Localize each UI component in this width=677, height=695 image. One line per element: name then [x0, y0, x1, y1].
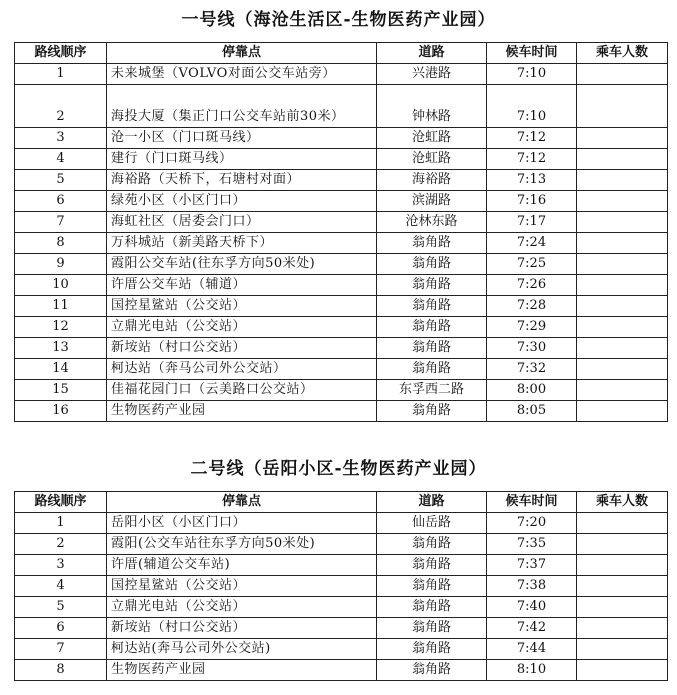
stop-cell: 立鼎光电站（公交站） [107, 317, 377, 338]
stop-cell: 岳阳小区（小区门口） [107, 513, 377, 534]
route-order-cell: 4 [15, 576, 107, 597]
road-cell: 钟林路 [377, 85, 487, 128]
passenger-count-cell [577, 597, 668, 618]
road-cell: 翁角路 [377, 359, 487, 380]
wait-time-cell: 7:28 [487, 296, 577, 317]
route-order-cell: 16 [15, 401, 107, 422]
header-stop: 停靠点 [107, 492, 377, 513]
passenger-count-cell [577, 576, 668, 597]
road-cell: 翁角路 [377, 660, 487, 681]
route-order-cell: 6 [15, 618, 107, 639]
road-cell: 翁角路 [377, 576, 487, 597]
passenger-count-cell [577, 254, 668, 275]
stop-cell: 霞阳公交车站(往东孚方向50米处) [107, 254, 377, 275]
stop-cell: 新垵站（村口公交站） [107, 618, 377, 639]
table-row [15, 233, 668, 254]
road-cell: 翁角路 [377, 275, 487, 296]
passenger-count-cell [577, 170, 668, 191]
wait-time-cell: 7:35 [487, 534, 577, 555]
route-order-cell: 2 [15, 85, 107, 128]
stop-cell: 海裕路（天桥下，石塘村对面） [107, 170, 377, 191]
wait-time-cell: 7:44 [487, 639, 577, 660]
header-road: 道路 [377, 492, 487, 513]
wait-time-cell: 7:26 [487, 275, 577, 296]
road-cell: 海裕路 [377, 170, 487, 191]
road-cell: 翁角路 [377, 639, 487, 660]
wait-time-cell: 8:05 [487, 401, 577, 422]
passenger-count-cell [577, 128, 668, 149]
wait-time-cell: 8:10 [487, 660, 577, 681]
route-order-cell: 1 [15, 64, 107, 85]
stop-cell: 新垵站（村口公交站） [107, 338, 377, 359]
table-row [15, 191, 668, 212]
road-cell: 沧林东路 [377, 212, 487, 233]
passenger-count-cell [577, 233, 668, 254]
stop-cell: 海虹社区（居委会门口） [107, 212, 377, 233]
passenger-count-cell [577, 275, 668, 296]
route-order-cell: 15 [15, 380, 107, 401]
table-row [15, 555, 668, 576]
wait-time-cell: 7:24 [487, 233, 577, 254]
road-cell: 兴港路 [377, 64, 487, 85]
wait-time-cell: 7:40 [487, 597, 577, 618]
route-order-cell: 2 [15, 534, 107, 555]
header-stop: 停靠点 [107, 43, 377, 64]
passenger-count-cell [577, 618, 668, 639]
route2-title: 二号线（岳阳小区-生物医药产业园） [190, 459, 487, 479]
table-row [15, 576, 668, 597]
route1-schedule-table [14, 42, 668, 422]
route-order-cell: 5 [15, 170, 107, 191]
table-row [15, 64, 668, 85]
stop-cell: 柯达站(奔马公司外公交站) [107, 639, 377, 660]
wait-time-cell: 7:30 [487, 338, 577, 359]
header-wait-time: 候车时间 [487, 492, 577, 513]
wait-time-cell: 7:25 [487, 254, 577, 275]
passenger-count-cell [577, 317, 668, 338]
wait-time-cell: 7:12 [487, 128, 577, 149]
table-row [15, 275, 668, 296]
road-cell: 翁角路 [377, 597, 487, 618]
route-order-cell: 10 [15, 275, 107, 296]
wait-time-cell: 8:00 [487, 380, 577, 401]
stop-cell: 许厝公交车站（辅道） [107, 275, 377, 296]
table-row [15, 380, 668, 401]
stop-cell: 霞阳(公交车站往东孚方向50米处) [107, 534, 377, 555]
table-row [15, 128, 668, 149]
route-order-cell: 6 [15, 191, 107, 212]
stop-cell: 佳福花园门口（云美路口公交站） [107, 380, 377, 401]
road-cell: 翁角路 [377, 233, 487, 254]
passenger-count-cell [577, 555, 668, 576]
stop-cell: 立鼎光电站（公交站） [107, 597, 377, 618]
passenger-count-cell [577, 85, 668, 128]
passenger-count-cell [577, 359, 668, 380]
wait-time-cell: 7:32 [487, 359, 577, 380]
table-row [15, 597, 668, 618]
road-cell: 滨湖路 [377, 191, 487, 212]
stop-cell: 国控星鲨站（公交站） [107, 576, 377, 597]
stop-cell: 万科城站（新美路天桥下） [107, 233, 377, 254]
header-route-order: 路线顺序 [15, 492, 107, 513]
road-cell: 翁角路 [377, 618, 487, 639]
wait-time-cell: 7:20 [487, 513, 577, 534]
stop-cell: 柯达站（奔马公司外公交站） [107, 359, 377, 380]
header-road: 道路 [377, 43, 487, 64]
passenger-count-cell [577, 296, 668, 317]
road-cell: 仙岳路 [377, 513, 487, 534]
wait-time-cell: 7:12 [487, 149, 577, 170]
road-cell: 翁角路 [377, 317, 487, 338]
table-row [15, 170, 668, 191]
stop-cell: 许厝(辅道公交车站) [107, 555, 377, 576]
road-cell: 翁角路 [377, 338, 487, 359]
header-passenger-count: 乘车人数 [577, 492, 668, 513]
route-order-cell: 8 [15, 233, 107, 254]
road-cell: 翁角路 [377, 296, 487, 317]
wait-time-cell: 7:10 [487, 64, 577, 85]
stop-cell: 绿苑小区（小区门口） [107, 191, 377, 212]
passenger-count-cell [577, 338, 668, 359]
table-row [15, 254, 668, 275]
route-order-cell: 7 [15, 639, 107, 660]
route-order-cell: 3 [15, 128, 107, 149]
passenger-count-cell [577, 212, 668, 233]
route-order-cell: 14 [15, 359, 107, 380]
stop-cell: 海投大厦（集正门口公交车站前30米） [107, 85, 377, 128]
wait-time-cell: 7:37 [487, 555, 577, 576]
road-cell: 东孚西二路 [377, 380, 487, 401]
passenger-count-cell [577, 534, 668, 555]
route-order-cell: 12 [15, 317, 107, 338]
header-wait-time: 候车时间 [487, 43, 577, 64]
table-row [15, 85, 668, 128]
passenger-count-cell [577, 660, 668, 681]
table-row [15, 296, 668, 317]
road-cell: 沧虹路 [377, 149, 487, 170]
route-order-cell: 3 [15, 555, 107, 576]
road-cell: 翁角路 [377, 254, 487, 275]
passenger-count-cell [577, 513, 668, 534]
passenger-count-cell [577, 380, 668, 401]
passenger-count-cell [577, 64, 668, 85]
route-order-cell: 4 [15, 149, 107, 170]
stop-cell: 国控星鲨站（公交站） [107, 296, 377, 317]
wait-time-cell: 7:13 [487, 170, 577, 191]
passenger-count-cell [577, 191, 668, 212]
table-row [15, 639, 668, 660]
passenger-count-cell [577, 149, 668, 170]
route-order-cell: 1 [15, 513, 107, 534]
passenger-count-cell [577, 401, 668, 422]
table-row [15, 212, 668, 233]
route1-title: 一号线（海沧生活区-生物医药产业园） [181, 10, 496, 30]
wait-time-cell: 7:29 [487, 317, 577, 338]
road-cell: 翁角路 [377, 401, 487, 422]
road-cell: 翁角路 [377, 534, 487, 555]
wait-time-cell: 7:38 [487, 576, 577, 597]
table-row [15, 338, 668, 359]
table-header-row [15, 43, 668, 64]
header-passenger-count: 乘车人数 [577, 43, 668, 64]
stop-cell: 沧一小区（门口斑马线） [107, 128, 377, 149]
route-order-cell: 5 [15, 597, 107, 618]
table-row [15, 660, 668, 681]
table-row [15, 317, 668, 338]
passenger-count-cell [577, 639, 668, 660]
route-order-cell: 13 [15, 338, 107, 359]
header-route-order: 路线顺序 [15, 43, 107, 64]
route-order-cell: 9 [15, 254, 107, 275]
wait-time-cell: 7:16 [487, 191, 577, 212]
table-row [15, 359, 668, 380]
wait-time-cell: 7:17 [487, 212, 577, 233]
table-row [15, 513, 668, 534]
route2-schedule-table [14, 491, 668, 681]
table-row [15, 618, 668, 639]
route-order-cell: 7 [15, 212, 107, 233]
table-row [15, 534, 668, 555]
wait-time-cell: 7:10 [487, 85, 577, 128]
stop-cell: 未来城堡（VOLVO对面公交车站旁） [107, 64, 377, 85]
road-cell: 沧虹路 [377, 128, 487, 149]
table-row [15, 149, 668, 170]
table-header-row [15, 492, 668, 513]
table-row [15, 401, 668, 422]
stop-cell: 建行（门口斑马线） [107, 149, 377, 170]
stop-cell: 生物医药产业园 [107, 660, 377, 681]
road-cell: 翁角路 [377, 555, 487, 576]
route-order-cell: 8 [15, 660, 107, 681]
route-order-cell: 11 [15, 296, 107, 317]
wait-time-cell: 7:42 [487, 618, 577, 639]
stop-cell: 生物医药产业园 [107, 401, 377, 422]
